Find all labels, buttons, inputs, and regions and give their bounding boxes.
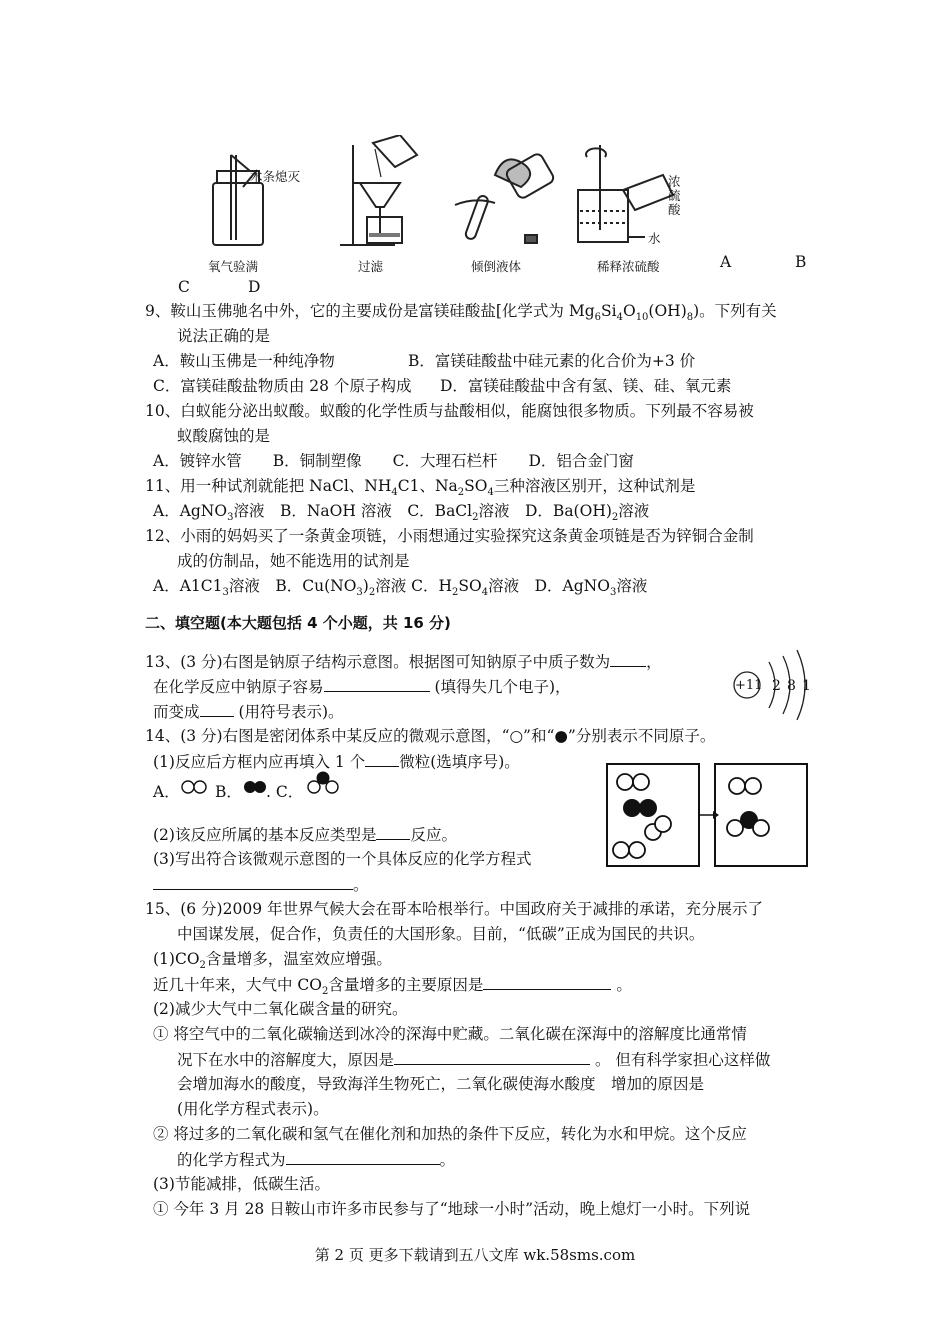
q15-line-8: 会增加海水的酸度，导致海洋生物死亡，二氧化碳使海水酸度 增加的原因是 [177,1075,705,1093]
q15-line-4: 近几十年来，大气中 $CO_2$含量增多的主要原因是 。 [153,973,632,1003]
label-nong: 浓 [668,174,681,189]
caption-oxygen: 氧气验满 [208,259,259,274]
q10-stem-2: 蚁酸腐蚀的是 [177,427,271,445]
q13-blank-3[interactable] [200,700,234,717]
q15-line-11: 的化学方程式为 。 [177,1148,455,1171]
pour-liquid [455,152,555,243]
q9-stem-2: 说法正确的是 [177,327,271,345]
q9-option-d: D．富镁硅酸盐中含有氢、镁、硅、氧元素 [440,377,732,395]
q9-option-b: B．富镁硅酸盐中硅元素的化合价为+3 价 [408,352,696,370]
q14-blank-2[interactable] [376,823,410,840]
q15-line-12: (3)节能减排，低碳生活。 [153,1175,330,1193]
q9-option-c: C．富镁硅酸盐物质由 28 个原子构成 [153,377,412,395]
q13-line-2: 在化学反应中钠原子容易 (填得失几个电子)， [153,675,571,698]
q9-stem: 9、鞍山玉佛驰名中外，它的主要成份是富镁硅酸盐[化学式为 $Mg_6Si_4O_{10}(OH)_8$)。下列有关 [145,302,777,324]
caption-dilute: 稀释浓硫酸 [597,259,660,274]
q13-line-1: 13、(3 分)右图是钠原子结构示意图。根据图可知钠原子中质子数为 ， [145,650,662,673]
q13-blank-2[interactable] [324,675,430,692]
label-shui: 水 [648,231,661,246]
q14-option-a-label: A． [153,783,180,801]
q15-blank-3[interactable] [286,1148,440,1165]
q15-blank-1[interactable] [483,973,611,990]
dilute-acid-setup [578,145,673,242]
q14-blank-3[interactable] [153,873,353,890]
shell-2-electrons: 8 [787,678,796,694]
q15-line-2: 中国谋发展，促合作，负责任的大国形象。目前，“低碳”正成为国民的共识。 [177,925,705,943]
q11-stem: 11、用一种试剂就能把 NaCl、$NH_4C1$、$Na_2SO_4$三种溶液区别开，这种试剂是 [145,477,696,499]
shell-3-electrons: 1 [802,678,811,694]
q14-blank-1[interactable] [365,750,399,767]
figure-option-c: C [178,278,190,296]
figure-option-b: B [795,253,807,271]
q12-options: A．$A1C1_3$溶液 B．$Cu(NO_3)_2$溶液 C．$H_2SO_4$溶液 D．AgNO$_3$溶液 [153,577,648,599]
q15-line-7: 况下在水中的溶解度大，原因是 。 但有科学家担心这样做 [177,1048,770,1071]
figure-option-d: D [248,278,261,296]
q12-stem: 12、小雨的妈妈买了一条黄金项链，小雨想通过实验探究这条黄金项链是否为锌铜合金制 [145,527,754,545]
section-title: 二、填空题(本大题包括 4 个小题，共 16 分) [145,614,451,632]
page-footer: 第 2 页 更多下载请到五八文库 wk.58sms.com [314,1246,636,1264]
q14-line-3: (2)该反应所属的基本反应类型是 反应。 [153,823,457,846]
label-liu: 硫 [668,188,681,203]
reaction-diagram [603,760,823,870]
caption-pour: 倾倒液体 [471,259,522,274]
q15-line-6: ① 将空气中的二氧化碳输送到冰冷的深海中贮藏。二氧化碳在深海中的溶解度比通常情 [153,1025,747,1043]
label-mutiao: 木条熄灭 [250,169,301,184]
q15-blank-2[interactable] [394,1048,590,1065]
q14-option-a-molecule [180,779,210,795]
q11-options: A．AgNO$_3$溶液 B．NaOH 溶液 C．BaCl$_2$溶液 D．$Ba(OH)_2$溶液 [153,502,650,524]
caption-filter: 过滤 [358,259,384,274]
q12-stem-2: 成的仿制品，她不能选用的试剂是 [177,552,410,570]
q15-line-5: (2)减少大气中二氧化碳含量的研究。 [153,1000,408,1018]
q14-option-b-label: B． [215,783,242,801]
q13-blank-1[interactable] [610,650,646,667]
q14-line-1: 14、(3 分)右图是密闭体系中某反应的微观示意图，“○”和“●”分别表示不同原子。 [145,727,716,745]
q14-line-5: 。 [153,873,369,896]
label-suan: 酸 [668,202,681,217]
q15-line-13: ① 今年 3 月 28 日鞍山市许多市民参与了“地球一小时”活动，晚上熄灯一小时。下列说 [153,1200,751,1218]
q15-line-3: $(1)CO_2$含量增多，温室效应增强。 [153,950,392,972]
q9-option-a: A．鞍山玉佛是一种纯净物 [153,352,335,370]
nucleus-label: +11 [735,678,763,693]
figure-option-a: A [720,253,732,271]
experiment-figure [195,135,695,255]
q15-line-9: (用化学方程式表示)。 [177,1100,329,1118]
q13-line-3: 而变成 (用符号表示)。 [153,700,344,723]
q14-option-c-molecule [306,770,342,796]
q14-option-c-label: . C． [266,783,304,801]
q14-line-2: (1)反应后方框内应再填入 1 个 微粒(选填序号)。 [153,750,520,773]
q15-line-10: ② 将过多的二氧化碳和氢气在催化剂和加热的条件下反应，转化为水和甲烷。这个反应 [153,1125,747,1143]
q15-line-1: 15、(6 分)2009 年世界气候大会在哥本哈根举行。中国政府关于减排的承诺，充分展示了 [145,900,763,918]
q10-options: A．镀锌水管 B．铜制塑像 C．大理石栏杆 D．铝合金门窗 [153,452,634,470]
shell-1-electrons: 2 [772,678,781,694]
filter-setup [340,135,417,245]
q14-line-4: (3)写出符合该微观示意图的一个具体反应的化学方程式 [153,850,532,868]
q10-stem: 10、白蚁能分泌出蚁酸。蚁酸的化学性质与盐酸相似，能腐蚀很多物质。下列最不容易被 [145,402,754,420]
